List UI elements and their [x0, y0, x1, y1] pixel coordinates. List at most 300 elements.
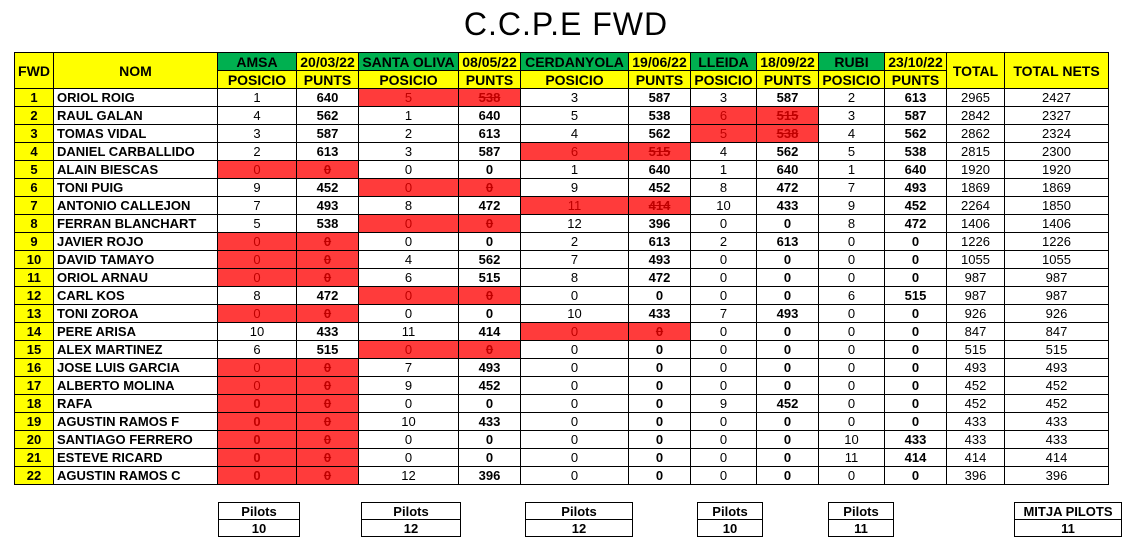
pilot-count-value: 11	[829, 520, 894, 537]
punts-cell: 640	[459, 107, 521, 125]
posicio-cell: 0	[819, 467, 885, 485]
posicio-cell: 0	[819, 269, 885, 287]
posicio-cell: 10	[819, 431, 885, 449]
punts-cell: 0	[297, 467, 359, 485]
posicio-cell: 0	[819, 395, 885, 413]
posicio-cell: 1	[359, 107, 459, 125]
posicio-cell: 0	[819, 359, 885, 377]
rank-cell: 10	[15, 251, 54, 269]
punts-cell: 0	[885, 359, 947, 377]
total-nets-cell: 926	[1005, 305, 1109, 323]
rank-cell: 19	[15, 413, 54, 431]
pilot-count-box	[218, 502, 300, 537]
posicio-cell: 9	[218, 179, 297, 197]
punts-cell: 0	[459, 233, 521, 251]
driver-name: FERRAN BLANCHART	[54, 215, 218, 233]
rank-cell: 4	[15, 143, 54, 161]
rank-cell: 2	[15, 107, 54, 125]
punts-cell: 0	[459, 215, 521, 233]
punts-cell: 493	[757, 305, 819, 323]
posicio-cell: 8	[819, 215, 885, 233]
punts-cell: 433	[459, 413, 521, 431]
punts-cell: 562	[459, 251, 521, 269]
posicio-cell: 0	[691, 323, 757, 341]
pilot-count-label: Pilots	[698, 503, 763, 520]
total-nets-cell: 2427	[1005, 89, 1109, 107]
posicio-cell: 0	[691, 215, 757, 233]
total-cell: 987	[947, 269, 1005, 287]
posicio-cell: 0	[359, 179, 459, 197]
header-venue: SANTA OLIVA	[359, 53, 459, 71]
punts-cell: 0	[757, 377, 819, 395]
total-nets-cell: 452	[1005, 395, 1109, 413]
posicio-cell: 0	[218, 269, 297, 287]
total-nets-cell: 2300	[1005, 143, 1109, 161]
punts-cell: 0	[885, 323, 947, 341]
total-nets-cell: 515	[1005, 341, 1109, 359]
total-cell: 433	[947, 431, 1005, 449]
driver-name: AGUSTIN RAMOS C	[54, 467, 218, 485]
punts-cell: 0	[885, 413, 947, 431]
table-row	[15, 449, 1109, 467]
punts-cell: 613	[757, 233, 819, 251]
total-nets-cell: 1850	[1005, 197, 1109, 215]
punts-cell: 613	[885, 89, 947, 107]
driver-name: ORIOL ROIG	[54, 89, 218, 107]
posicio-cell: 0	[359, 233, 459, 251]
table-row	[15, 341, 1109, 359]
total-nets-cell: 433	[1005, 413, 1109, 431]
posicio-cell: 0	[359, 287, 459, 305]
posicio-cell: 6	[819, 287, 885, 305]
driver-name: CARL KOS	[54, 287, 218, 305]
punts-cell: 414	[885, 449, 947, 467]
pilot-count-label: Pilots	[219, 503, 300, 520]
punts-cell: 613	[629, 233, 691, 251]
punts-cell: 493	[885, 179, 947, 197]
driver-name: RAUL GALAN	[54, 107, 218, 125]
posicio-cell: 2	[691, 233, 757, 251]
posicio-cell: 11	[521, 197, 629, 215]
punts-cell: 0	[629, 431, 691, 449]
total-nets-cell: 2324	[1005, 125, 1109, 143]
total-cell: 987	[947, 287, 1005, 305]
punts-cell: 0	[629, 377, 691, 395]
header-total-nets: TOTAL NETS	[1005, 53, 1109, 89]
punts-cell: 0	[885, 467, 947, 485]
punts-cell: 0	[885, 341, 947, 359]
posicio-cell: 5	[521, 107, 629, 125]
punts-cell: 640	[629, 161, 691, 179]
posicio-cell: 0	[218, 377, 297, 395]
posicio-cell: 9	[521, 179, 629, 197]
posicio-cell: 7	[521, 251, 629, 269]
punts-cell: 515	[885, 287, 947, 305]
posicio-cell: 6	[691, 107, 757, 125]
header-posicio: POSICIO	[521, 71, 629, 89]
table-row	[15, 233, 1109, 251]
table-row	[15, 395, 1109, 413]
posicio-cell: 9	[359, 377, 459, 395]
driver-name: TONI ZOROA	[54, 305, 218, 323]
posicio-cell: 0	[218, 359, 297, 377]
punts-cell: 0	[885, 377, 947, 395]
punts-cell: 414	[459, 323, 521, 341]
table-row	[15, 197, 1109, 215]
total-nets-cell: 1226	[1005, 233, 1109, 251]
posicio-cell: 0	[359, 161, 459, 179]
punts-cell: 472	[885, 215, 947, 233]
table-row	[15, 323, 1109, 341]
posicio-cell: 0	[359, 305, 459, 323]
total-cell: 1226	[947, 233, 1005, 251]
posicio-cell: 0	[691, 341, 757, 359]
average-pilots-box	[1014, 502, 1122, 537]
total-cell: 1055	[947, 251, 1005, 269]
posicio-cell: 4	[359, 251, 459, 269]
header-posicio: POSICIO	[218, 71, 297, 89]
punts-cell: 515	[297, 341, 359, 359]
rank-cell: 16	[15, 359, 54, 377]
table-row	[15, 431, 1109, 449]
punts-cell: 0	[459, 431, 521, 449]
punts-cell: 452	[885, 197, 947, 215]
posicio-cell: 6	[359, 269, 459, 287]
driver-name: TONI PUIG	[54, 179, 218, 197]
posicio-cell: 0	[691, 251, 757, 269]
total-cell: 847	[947, 323, 1005, 341]
posicio-cell: 8	[521, 269, 629, 287]
header-punts: PUNTS	[459, 71, 521, 89]
posicio-cell: 0	[521, 359, 629, 377]
punts-cell: 0	[459, 161, 521, 179]
punts-cell: 0	[297, 269, 359, 287]
header-venue: RUBI	[819, 53, 885, 71]
rank-cell: 7	[15, 197, 54, 215]
punts-cell: 0	[459, 305, 521, 323]
driver-name: ALEX MARTINEZ	[54, 341, 218, 359]
posicio-cell: 6	[218, 341, 297, 359]
total-cell: 1869	[947, 179, 1005, 197]
posicio-cell: 1	[218, 89, 297, 107]
posicio-cell: 0	[218, 233, 297, 251]
posicio-cell: 0	[521, 323, 629, 341]
posicio-cell: 11	[359, 323, 459, 341]
driver-name: DANIEL CARBALLIDO	[54, 143, 218, 161]
punts-cell: 515	[629, 143, 691, 161]
posicio-cell: 0	[218, 251, 297, 269]
total-cell: 2815	[947, 143, 1005, 161]
table-row	[15, 359, 1109, 377]
header-date: 23/10/22	[885, 53, 947, 71]
punts-cell: 0	[297, 413, 359, 431]
punts-cell: 562	[757, 143, 819, 161]
posicio-cell: 0	[359, 395, 459, 413]
header-venue: CERDANYOLA	[521, 53, 629, 71]
pilot-count-value: 10	[698, 520, 763, 537]
total-nets-cell: 433	[1005, 431, 1109, 449]
punts-cell: 0	[629, 395, 691, 413]
table-row	[15, 467, 1109, 485]
punts-cell: 0	[459, 395, 521, 413]
total-cell: 2862	[947, 125, 1005, 143]
driver-name: ESTEVE RICARD	[54, 449, 218, 467]
posicio-cell: 3	[691, 89, 757, 107]
posicio-cell: 5	[819, 143, 885, 161]
punts-cell: 452	[297, 179, 359, 197]
header-total: TOTAL	[947, 53, 1005, 89]
rank-cell: 9	[15, 233, 54, 251]
posicio-cell: 0	[359, 215, 459, 233]
posicio-cell: 0	[819, 251, 885, 269]
posicio-cell: 0	[218, 395, 297, 413]
total-cell: 1406	[947, 215, 1005, 233]
punts-cell: 472	[297, 287, 359, 305]
header-nom: NOM	[54, 53, 218, 89]
posicio-cell: 8	[359, 197, 459, 215]
driver-name: JOSE LUIS GARCIA	[54, 359, 218, 377]
posicio-cell: 8	[218, 287, 297, 305]
pilot-count-value: 12	[526, 520, 633, 537]
posicio-cell: 0	[218, 413, 297, 431]
total-nets-cell: 2327	[1005, 107, 1109, 125]
driver-name: RAFA	[54, 395, 218, 413]
header-punts: PUNTS	[629, 71, 691, 89]
punts-cell: 538	[757, 125, 819, 143]
punts-cell: 0	[297, 377, 359, 395]
driver-name: ORIOL ARNAU	[54, 269, 218, 287]
posicio-cell: 4	[521, 125, 629, 143]
total-cell: 433	[947, 413, 1005, 431]
punts-cell: 0	[297, 359, 359, 377]
punts-cell: 613	[459, 125, 521, 143]
punts-cell: 538	[297, 215, 359, 233]
punts-cell: 414	[629, 197, 691, 215]
punts-cell: 0	[757, 413, 819, 431]
punts-cell: 0	[757, 251, 819, 269]
posicio-cell: 0	[218, 305, 297, 323]
rank-cell: 8	[15, 215, 54, 233]
total-nets-cell: 987	[1005, 269, 1109, 287]
punts-cell: 0	[459, 287, 521, 305]
punts-cell: 0	[297, 305, 359, 323]
header-date: 08/05/22	[459, 53, 521, 71]
posicio-cell: 0	[521, 377, 629, 395]
driver-name: PERE ARISA	[54, 323, 218, 341]
total-nets-cell: 1406	[1005, 215, 1109, 233]
total-nets-cell: 396	[1005, 467, 1109, 485]
posicio-cell: 2	[359, 125, 459, 143]
rank-cell: 11	[15, 269, 54, 287]
total-cell: 2965	[947, 89, 1005, 107]
posicio-cell: 7	[691, 305, 757, 323]
driver-name: ALAIN BIESCAS	[54, 161, 218, 179]
punts-cell: 472	[757, 179, 819, 197]
table-row	[15, 269, 1109, 287]
punts-cell: 0	[629, 359, 691, 377]
punts-cell: 0	[757, 449, 819, 467]
rank-cell: 3	[15, 125, 54, 143]
posicio-cell: 0	[691, 431, 757, 449]
header-punts: PUNTS	[297, 71, 359, 89]
punts-cell: 0	[629, 413, 691, 431]
punts-cell: 0	[459, 341, 521, 359]
pilot-count-box	[525, 502, 633, 537]
punts-cell: 472	[629, 269, 691, 287]
pilot-count-value: 10	[219, 520, 300, 537]
total-nets-cell: 1920	[1005, 161, 1109, 179]
posicio-cell: 1	[691, 161, 757, 179]
table-row	[15, 305, 1109, 323]
punts-cell: 0	[885, 233, 947, 251]
punts-cell: 0	[629, 341, 691, 359]
pilot-count-label: Pilots	[526, 503, 633, 520]
table-row	[15, 287, 1109, 305]
posicio-cell: 0	[218, 449, 297, 467]
total-cell: 2842	[947, 107, 1005, 125]
punts-cell: 0	[459, 449, 521, 467]
driver-name: JAVIER ROJO	[54, 233, 218, 251]
rank-cell: 6	[15, 179, 54, 197]
posicio-cell: 0	[359, 341, 459, 359]
table-row	[15, 413, 1109, 431]
punts-cell: 0	[297, 431, 359, 449]
posicio-cell: 7	[819, 179, 885, 197]
posicio-cell: 3	[819, 107, 885, 125]
total-cell: 396	[947, 467, 1005, 485]
posicio-cell: 0	[521, 395, 629, 413]
rank-cell: 14	[15, 323, 54, 341]
punts-cell: 0	[757, 359, 819, 377]
header-punts: PUNTS	[757, 71, 819, 89]
posicio-cell: 0	[521, 431, 629, 449]
posicio-cell: 0	[521, 467, 629, 485]
total-cell: 2264	[947, 197, 1005, 215]
posicio-cell: 0	[819, 341, 885, 359]
posicio-cell: 0	[691, 287, 757, 305]
total-nets-cell: 493	[1005, 359, 1109, 377]
punts-cell: 562	[297, 107, 359, 125]
punts-cell: 0	[629, 287, 691, 305]
driver-name: AGUSTIN RAMOS F	[54, 413, 218, 431]
total-nets-cell: 1055	[1005, 251, 1109, 269]
punts-cell: 587	[757, 89, 819, 107]
punts-cell: 493	[297, 197, 359, 215]
punts-cell: 0	[297, 449, 359, 467]
rank-cell: 18	[15, 395, 54, 413]
punts-cell: 0	[885, 269, 947, 287]
total-nets-cell: 452	[1005, 377, 1109, 395]
posicio-cell: 2	[521, 233, 629, 251]
pilot-count-box	[361, 502, 461, 537]
header-fwd: FWD	[15, 53, 54, 89]
punts-cell: 0	[757, 215, 819, 233]
rank-cell: 13	[15, 305, 54, 323]
punts-cell: 538	[459, 89, 521, 107]
posicio-cell: 10	[359, 413, 459, 431]
posicio-cell: 6	[521, 143, 629, 161]
punts-cell: 562	[629, 125, 691, 143]
posicio-cell: 7	[218, 197, 297, 215]
posicio-cell: 0	[691, 449, 757, 467]
total-cell: 493	[947, 359, 1005, 377]
header-venue: AMSA	[218, 53, 297, 71]
posicio-cell: 8	[691, 179, 757, 197]
punts-cell: 493	[459, 359, 521, 377]
total-nets-cell: 847	[1005, 323, 1109, 341]
header-posicio: POSICIO	[819, 71, 885, 89]
punts-cell: 433	[629, 305, 691, 323]
posicio-cell: 12	[359, 467, 459, 485]
rank-cell: 20	[15, 431, 54, 449]
average-pilots-label: MITJA PILOTS	[1015, 503, 1122, 520]
pilot-count-label: Pilots	[829, 503, 894, 520]
punts-cell: 640	[885, 161, 947, 179]
punts-cell: 562	[885, 125, 947, 143]
posicio-cell: 11	[819, 449, 885, 467]
posicio-cell: 0	[218, 431, 297, 449]
table-row	[15, 377, 1109, 395]
table-row	[15, 89, 1109, 107]
punts-cell: 640	[757, 161, 819, 179]
punts-cell: 587	[297, 125, 359, 143]
posicio-cell: 1	[819, 161, 885, 179]
posicio-cell: 0	[521, 449, 629, 467]
punts-cell: 0	[629, 449, 691, 467]
header-date: 18/09/22	[757, 53, 819, 71]
posicio-cell: 9	[819, 197, 885, 215]
total-cell: 414	[947, 449, 1005, 467]
punts-cell: 0	[297, 251, 359, 269]
punts-cell: 0	[757, 269, 819, 287]
posicio-cell: 0	[691, 359, 757, 377]
punts-cell: 493	[629, 251, 691, 269]
punts-cell: 587	[629, 89, 691, 107]
header-venue: LLEIDA	[691, 53, 757, 71]
header-posicio: POSICIO	[691, 71, 757, 89]
header-posicio: POSICIO	[359, 71, 459, 89]
table-row	[15, 179, 1109, 197]
table-row	[15, 161, 1109, 179]
rank-cell: 21	[15, 449, 54, 467]
punts-cell: 587	[885, 107, 947, 125]
driver-name: TOMAS VIDAL	[54, 125, 218, 143]
punts-cell: 0	[757, 431, 819, 449]
total-nets-cell: 414	[1005, 449, 1109, 467]
posicio-cell: 0	[691, 467, 757, 485]
posicio-cell: 3	[521, 89, 629, 107]
posicio-cell: 4	[691, 143, 757, 161]
punts-cell: 0	[757, 323, 819, 341]
total-nets-cell: 1869	[1005, 179, 1109, 197]
driver-name: SANTIAGO FERRERO	[54, 431, 218, 449]
punts-cell: 452	[757, 395, 819, 413]
posicio-cell: 10	[521, 305, 629, 323]
posicio-cell: 10	[691, 197, 757, 215]
table-row	[15, 125, 1109, 143]
posicio-cell: 12	[521, 215, 629, 233]
average-pilots-value: 11	[1015, 520, 1122, 537]
rank-cell: 1	[15, 89, 54, 107]
pilot-count-label: Pilots	[362, 503, 461, 520]
total-cell: 452	[947, 395, 1005, 413]
punts-cell: 0	[297, 233, 359, 251]
punts-cell: 0	[757, 341, 819, 359]
table-row	[15, 107, 1109, 125]
punts-cell: 0	[885, 251, 947, 269]
posicio-cell: 7	[359, 359, 459, 377]
punts-cell: 0	[297, 161, 359, 179]
